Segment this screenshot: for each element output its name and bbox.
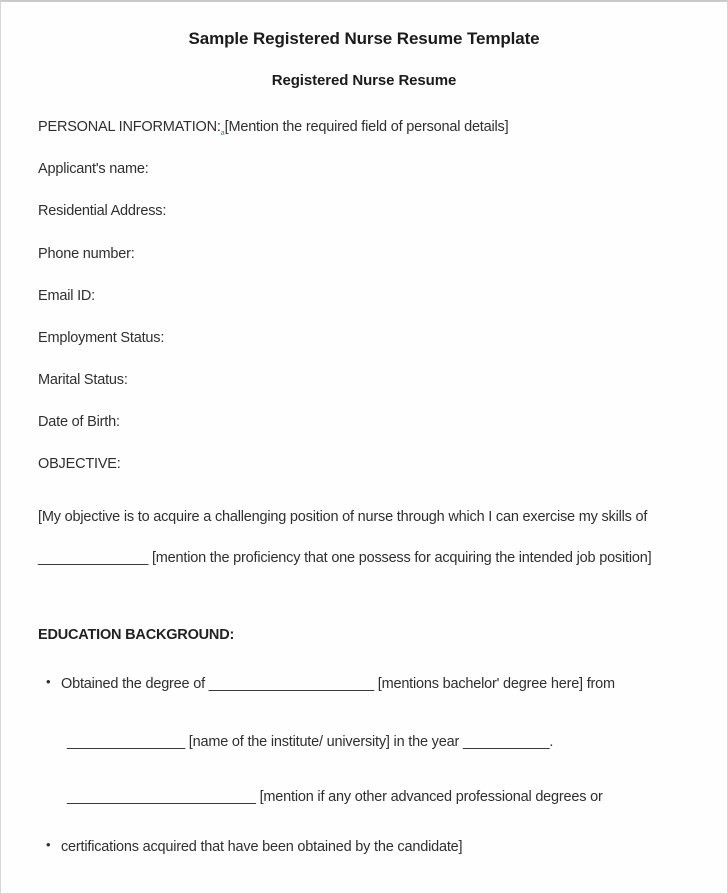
document-title: Sample Registered Nurse Resume Template xyxy=(188,29,540,48)
field-label-date-of-birth: Date of Birth: xyxy=(38,414,120,430)
objective-text-line-1: [My objective is to acquire a challenging position of nurse through which I can exercise my skills of xyxy=(38,509,648,525)
comment-anchor-mark: a xyxy=(220,130,225,137)
field-label-applicant-name: Applicant's name: xyxy=(38,161,149,177)
bullet-icon: • xyxy=(46,674,51,689)
personal-information-heading-note: [Mention the required field of personal details] xyxy=(224,119,509,135)
field-label-phone-number: Phone number: xyxy=(38,246,135,262)
objective-blank-line: ______________ xyxy=(38,550,149,566)
education-background-heading: EDUCATION BACKGROUND: xyxy=(38,627,235,643)
personal-information-heading xyxy=(38,118,508,139)
bullet-icon: • xyxy=(46,837,51,852)
education-item-1-line-1 xyxy=(38,675,615,693)
education-item-1-line-1-post: [mentions bachelor' degree here] from xyxy=(373,676,615,692)
field-label-email-id: Email ID: xyxy=(38,288,96,304)
education-item-2-text: certifications acquired that have been obtained by the candidate] xyxy=(61,839,463,855)
objective-text-line-2 xyxy=(38,549,651,567)
education-item-1-institute-blank-line: _______________ xyxy=(67,734,185,750)
field-label-employment-status: Employment Status: xyxy=(38,330,165,346)
objective-line-2-text: [mention the proficiency that one possess for acquiring the intended job position] xyxy=(148,550,652,566)
field-label-residential-address: Residential Address: xyxy=(38,203,167,219)
education-item-2 xyxy=(38,838,462,856)
objective-heading: OBJECTIVE: xyxy=(38,456,121,472)
education-item-1-degree-blank-line: _____________________ xyxy=(208,676,374,692)
personal-information-heading-label: PERSONAL INFORMATION: xyxy=(38,119,221,135)
education-item-1-year-blank-line: ___________ xyxy=(462,734,550,750)
education-item-1-degrees-blank-line: ________________________ xyxy=(67,789,256,805)
education-item-1-line-2-text: [name of the institute/ university] in the year xyxy=(184,734,463,750)
document-subtitle: Registered Nurse Resume xyxy=(271,72,457,89)
field-label-marital-status: Marital Status: xyxy=(38,372,128,388)
education-item-1-line-2 xyxy=(67,733,553,751)
education-item-1-line-3-text: [mention if any other advanced professional degrees or xyxy=(255,789,603,805)
education-item-1-line-2-period: . xyxy=(549,734,554,750)
education-item-1-line-1-pre: Obtained the degree of xyxy=(61,676,209,692)
education-item-1-line-3 xyxy=(67,788,603,806)
